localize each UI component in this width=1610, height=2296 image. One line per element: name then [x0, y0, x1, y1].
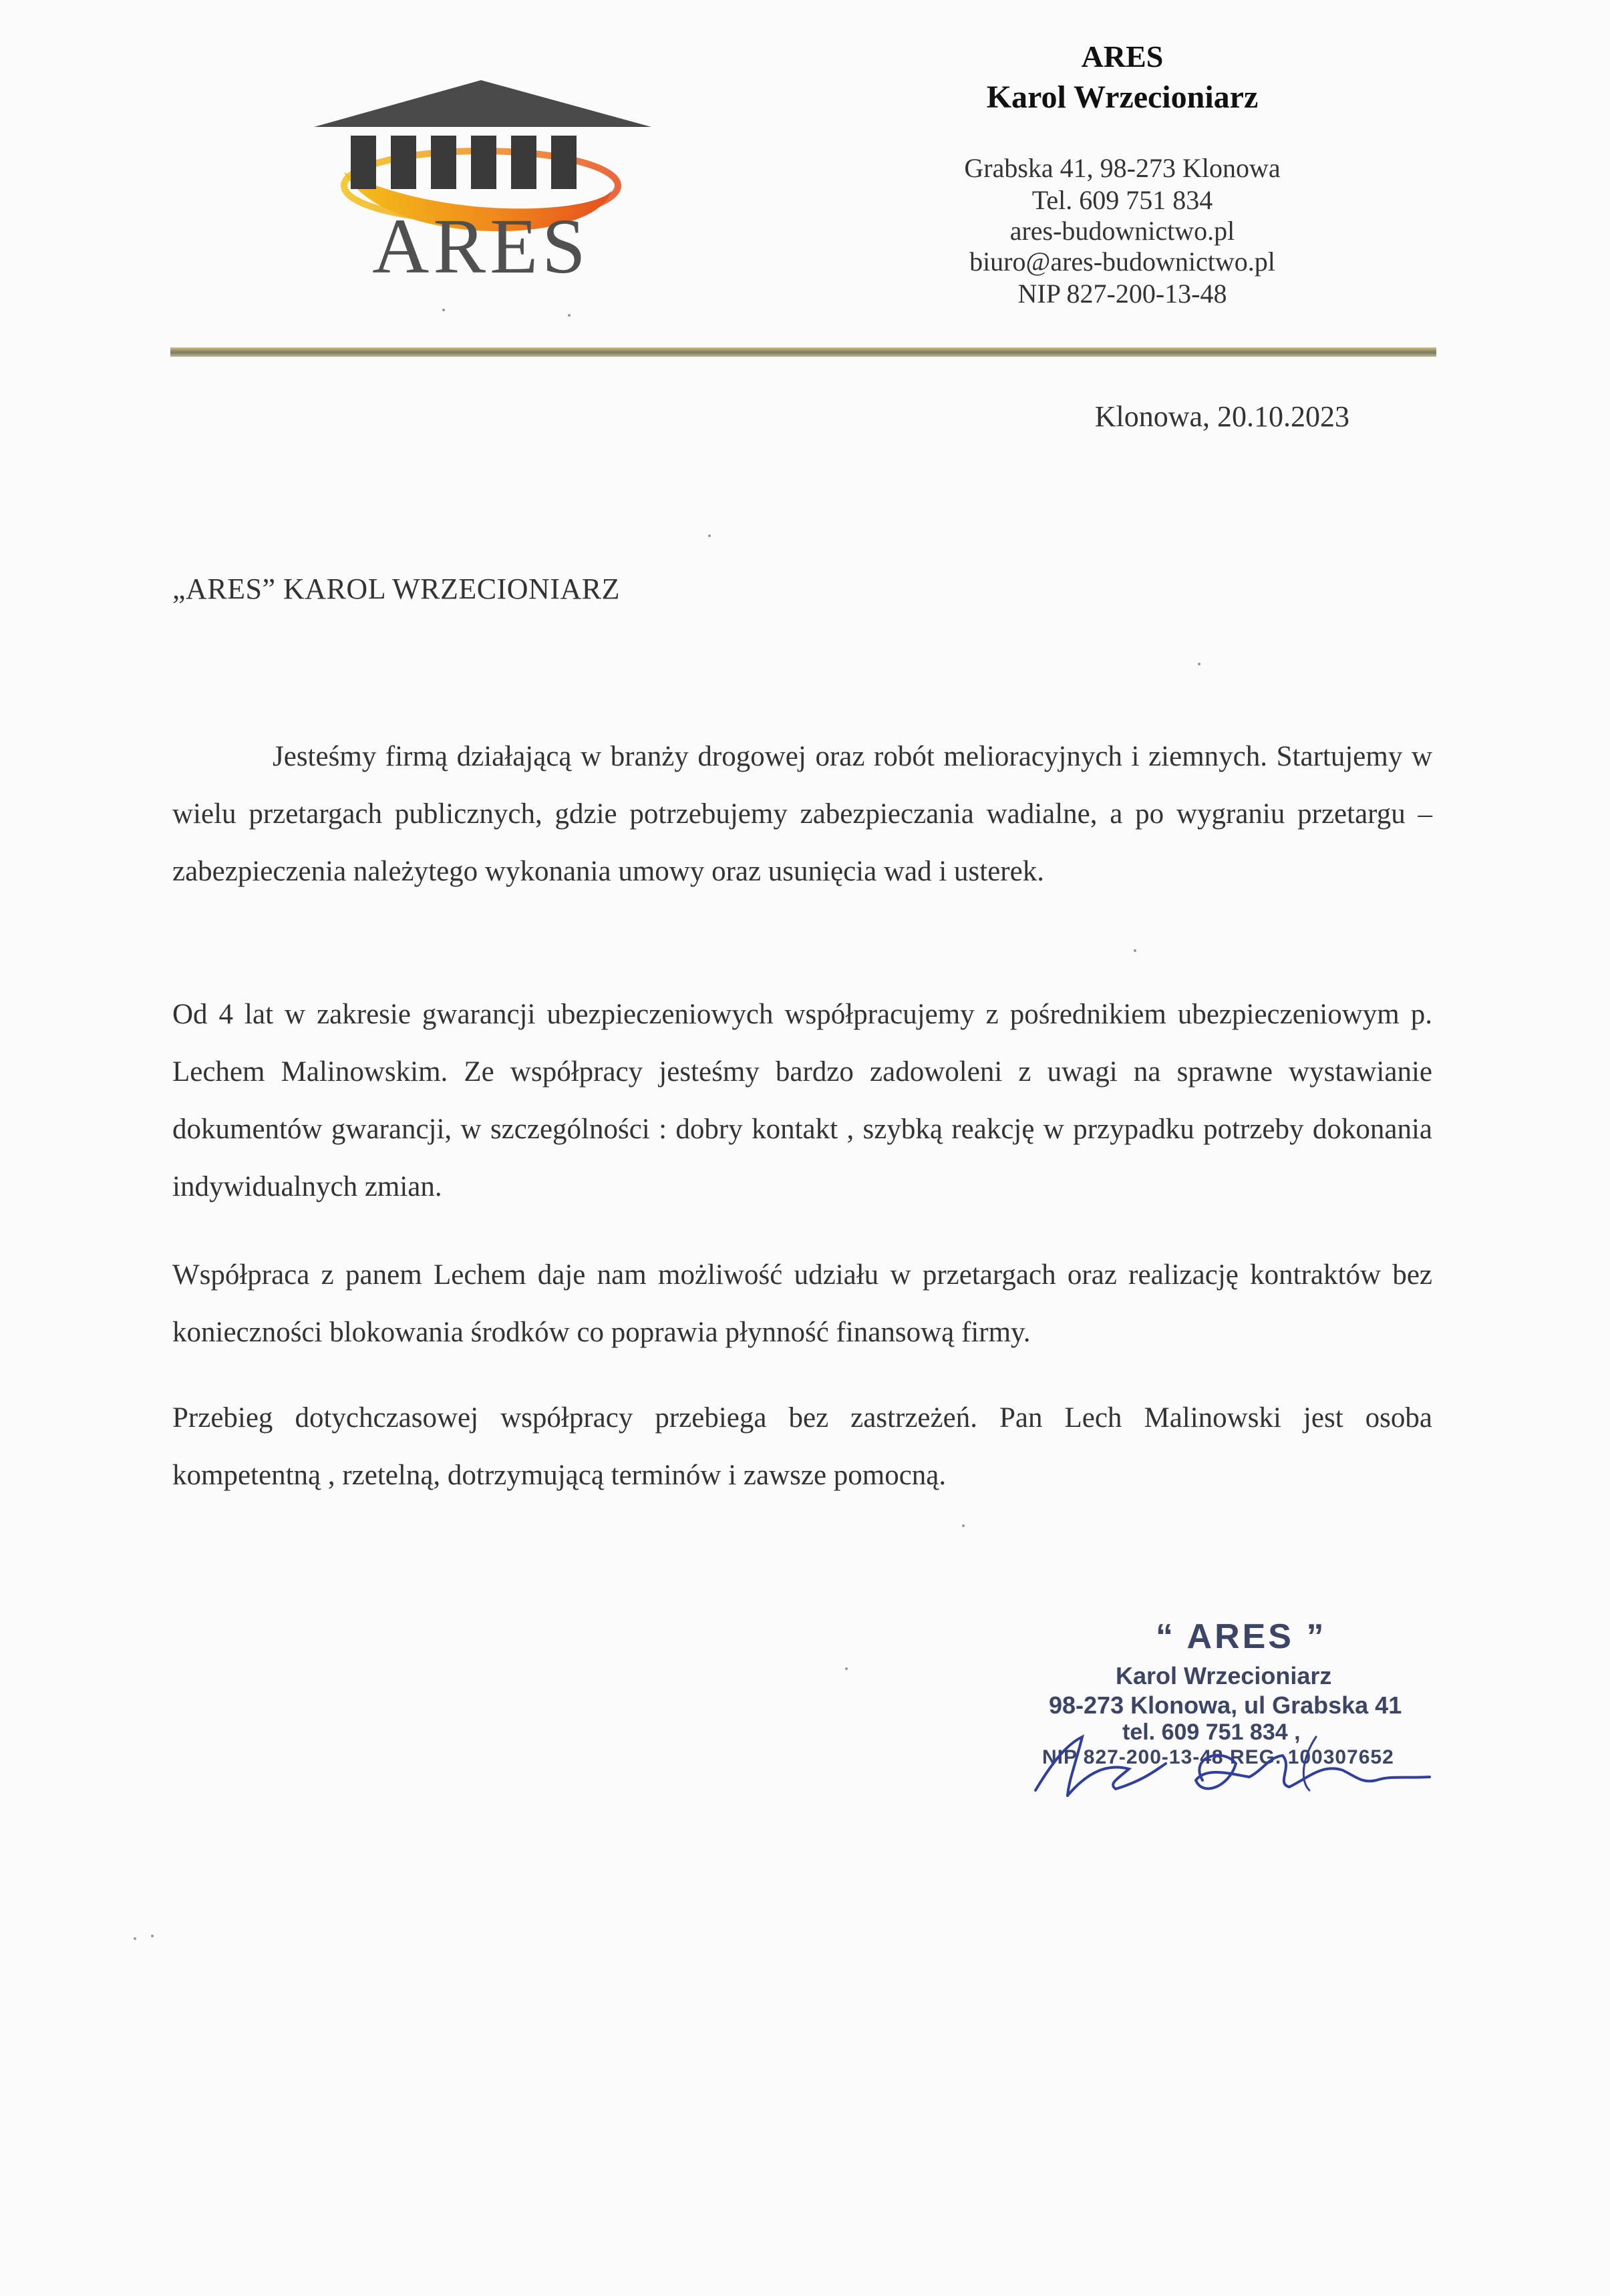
- header-email: biuro@ares-budownictwo.pl: [969, 247, 1275, 277]
- paragraph-1: Jesteśmy firmą działającą w branży drogowej oraz robót melioracyjnych i ziemnych. Startujemy w wielu przetargach publicznych, gdzie potrzebujemy zabezpieczania wadialne, a po wygraniu przetargu –zabezpieczenia należytego wykonania umowy oraz usunięcia wad i usterek.: [172, 741, 1432, 887]
- paragraph-2: Od 4 lat w zakresie gwarancji ubezpieczeniowych współpracujemy z pośrednikiem ubezpieczeniowym p. Lechem Malinowskim. Ze współpracy jesteśmy bardzo zadowoleni z uwagi na sprawne wystawianie dokumentów gwarancji, w szczególności : dobry kontakt , szybką reakcję w przypadku potrzeby dokonania indywidualnych zmian.: [172, 999, 1432, 1202]
- stamp-owner: Karol Wrzecioniarz: [1116, 1662, 1332, 1689]
- logo-text: ARES: [372, 202, 590, 286]
- column-5: [511, 136, 536, 189]
- column-4: [471, 136, 496, 189]
- scan-speck: [708, 534, 711, 537]
- scan-speck: [568, 314, 571, 317]
- letter-addressee: „ARES” KAROL WRZECIONIARZ: [172, 572, 620, 605]
- column-6: [551, 136, 577, 189]
- ares-logo-graphic: [281, 72, 681, 286]
- column-1: [351, 136, 376, 189]
- header-nip: NIP 827-200-13-48: [1017, 279, 1227, 309]
- signature-graphic: [1029, 1717, 1443, 1817]
- scan-speck: [134, 1937, 136, 1940]
- letter-date: Klonowa, 20.10.2023: [1094, 400, 1349, 433]
- paragraph-4: Przebieg dotychczasowej współpracy przebiega bez zastrzeżeń. Pan Lech Malinowski jest osoba kompetentną , rzetelną, dotrzymującą terminów i zawsze pomocną.: [172, 1402, 1432, 1491]
- stamp-nip-regon: NIP 827-200-13-48 REG. 100307652: [1042, 1746, 1394, 1768]
- header-divider: [170, 347, 1436, 357]
- ares-logo: [281, 72, 681, 286]
- scan-speck: [442, 309, 445, 311]
- column-2: [391, 136, 416, 189]
- scan-speck: [1134, 949, 1136, 952]
- column-3: [431, 136, 456, 189]
- stamp-address: 98-273 Klonowa, ul Grabska 41: [1049, 1691, 1402, 1719]
- header-phone: Tel. 609 751 834: [1031, 185, 1213, 215]
- handwritten-signature: [1029, 1717, 1443, 1817]
- stamp-phone: tel. 609 751 834 ,: [1122, 1719, 1301, 1745]
- scan-speck: [962, 1524, 965, 1527]
- header-address: Grabska 41, 98-273 Klonowa: [964, 153, 1281, 183]
- header-owner: Karol Wrzecioniarz: [986, 79, 1259, 115]
- scan-speck: [845, 1667, 848, 1670]
- header-website: ares-budownictwo.pl: [1009, 216, 1235, 246]
- scan-speck: [151, 1935, 154, 1937]
- paragraph-3: Współpraca z panem Lechem daje nam możliwość udziału w przetargach oraz realizację kontraktów bez konieczności blokowania środków co poprawia płynność finansową firmy.: [172, 1259, 1432, 1348]
- stamp-name: “ ARES ”: [1156, 1617, 1327, 1656]
- roof-shape: [314, 80, 651, 127]
- header-company: ARES: [1081, 39, 1164, 73]
- scan-speck: [1198, 663, 1200, 665]
